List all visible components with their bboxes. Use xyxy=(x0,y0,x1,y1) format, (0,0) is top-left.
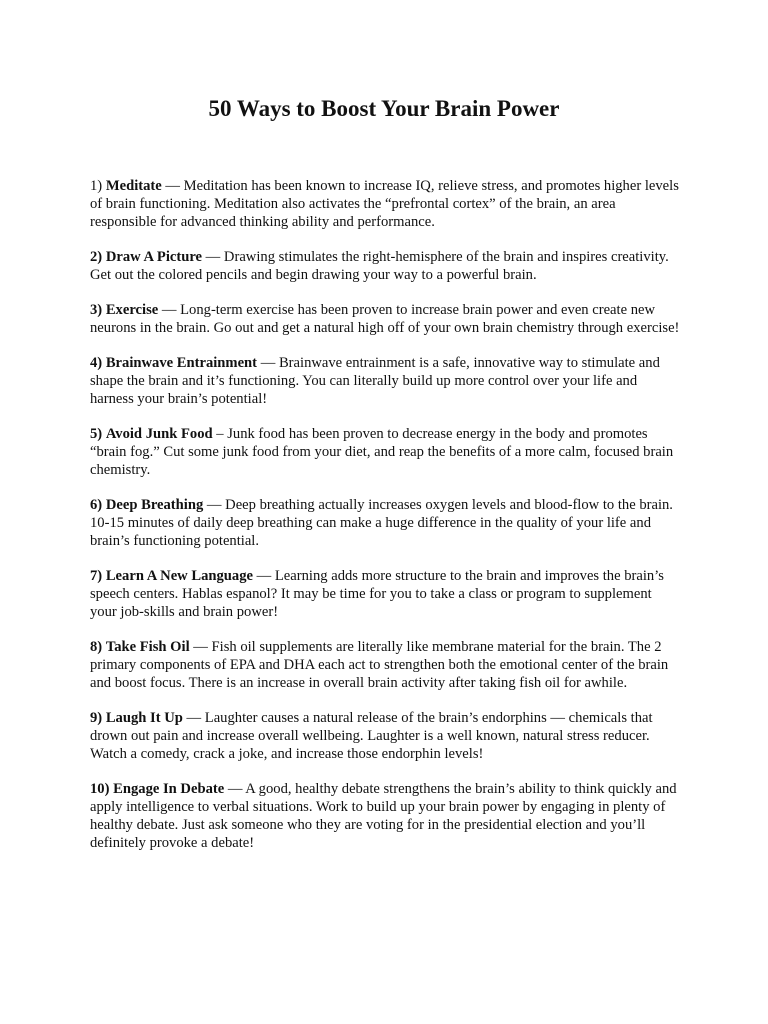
item-number: 10) xyxy=(90,781,110,797)
item-number: 8) xyxy=(90,639,103,655)
item-body: Learning adds more structure to the brain and improves the brain’s speech centers. Hablas espanol? It may be time for you to take a class or program to supplement your job-skills and brain power! xyxy=(90,568,664,620)
item-number: 7) xyxy=(90,568,103,584)
item-heading: Deep Breathing xyxy=(105,497,204,513)
list-item xyxy=(90,638,680,692)
list-item xyxy=(90,177,680,231)
list-item xyxy=(90,301,680,337)
item-heading: Laugh It Up xyxy=(105,710,183,726)
item-number: 4) xyxy=(90,355,103,371)
item-separator: — xyxy=(158,302,181,318)
item-body: Drawing stimulates the right-hemisphere of the brain and inspires creativity. Get out the colored pencils and begin drawing your way to a powerful brain. xyxy=(90,249,669,283)
tips-list xyxy=(90,177,680,869)
item-body: Junk food has been proven to decrease energy in the body and promotes “brain fog.” Cut some junk food from your diet, and reap the benefits of a more calm, focused brain chemistry. xyxy=(90,426,674,478)
item-heading: Learn A New Language xyxy=(105,568,253,584)
item-separator: — xyxy=(203,497,226,513)
item-heading: Brainwave Entrainment xyxy=(105,355,258,371)
item-number: 5) xyxy=(90,426,103,442)
item-body: Laughter causes a natural release of the brain’s endorphins — chemicals that drown out pain and increase overall wellbeing. Laughter is a well known, natural stress reducer. Watch a comedy, crack a joke, and increase those endorphin levels! xyxy=(90,710,653,762)
item-heading: Meditate xyxy=(105,178,162,194)
item-number: 9) xyxy=(90,710,103,726)
item-heading: Exercise xyxy=(105,302,159,318)
list-item xyxy=(90,780,680,852)
page-title: 50 Ways to Boost Your Brain Power xyxy=(208,96,560,121)
item-separator: — xyxy=(202,249,224,265)
list-item xyxy=(90,567,680,621)
item-separator: — xyxy=(224,781,246,797)
item-body: Fish oil supplements are literally like membrane material for the brain. The 2 primary components of EPA and DHA each act to strengthen both the emotional center of the brain and boost focus. There is an increase in overall brain activity after taking fish oil for awhile. xyxy=(90,639,669,691)
item-number: 6) xyxy=(90,497,103,513)
item-number: 1) xyxy=(90,178,103,194)
list-item xyxy=(90,248,680,284)
item-heading: Take Fish Oil xyxy=(105,639,190,655)
list-item xyxy=(90,709,680,763)
item-separator: — xyxy=(161,178,184,194)
item-body: Deep breathing actually increases oxygen levels and blood-flow to the brain. 10-15 minutes of daily deep breathing can make a huge difference in the quality of your life and brain’s functioning potential. xyxy=(90,497,673,549)
item-separator: — xyxy=(182,710,205,726)
item-separator: — xyxy=(253,568,275,584)
item-body: A good, healthy debate strengthens the brain’s ability to think quickly and apply intelligence to verbal situations. Work to build up your brain power by engaging in plenty of healthy debate. Just ask someone who they are voting for in the presidential election and you’ll definitely provoke a debate! xyxy=(90,781,677,851)
item-body: Brainwave entrainment is a safe, innovative way to stimulate and shape the brain and it’s functioning. You can literally build up more control over your life and harness your brain’s potential! xyxy=(90,355,660,407)
item-number: 3) xyxy=(90,302,103,318)
item-separator: – xyxy=(212,426,228,442)
list-item xyxy=(90,425,680,479)
item-heading: Engage In Debate xyxy=(113,781,225,797)
item-heading: Draw A Picture xyxy=(105,249,203,265)
item-separator: — xyxy=(189,639,212,655)
item-number: 2) xyxy=(90,249,103,265)
list-item xyxy=(90,354,680,408)
item-heading: Avoid Junk Food xyxy=(105,426,213,442)
item-separator: — xyxy=(257,355,279,371)
item-body: Long-term exercise has been proven to increase brain power and even create new neurons in the brain. Go out and get a natural high off of your own brain chemistry through exercise! xyxy=(90,302,680,336)
list-item xyxy=(90,496,680,550)
item-body: Meditation has been known to increase IQ, relieve stress, and promotes higher levels of brain functioning. Meditation also activates the “prefrontal cortex” of the brain, an area responsible for advanced thinking ability and performance. xyxy=(90,178,679,230)
